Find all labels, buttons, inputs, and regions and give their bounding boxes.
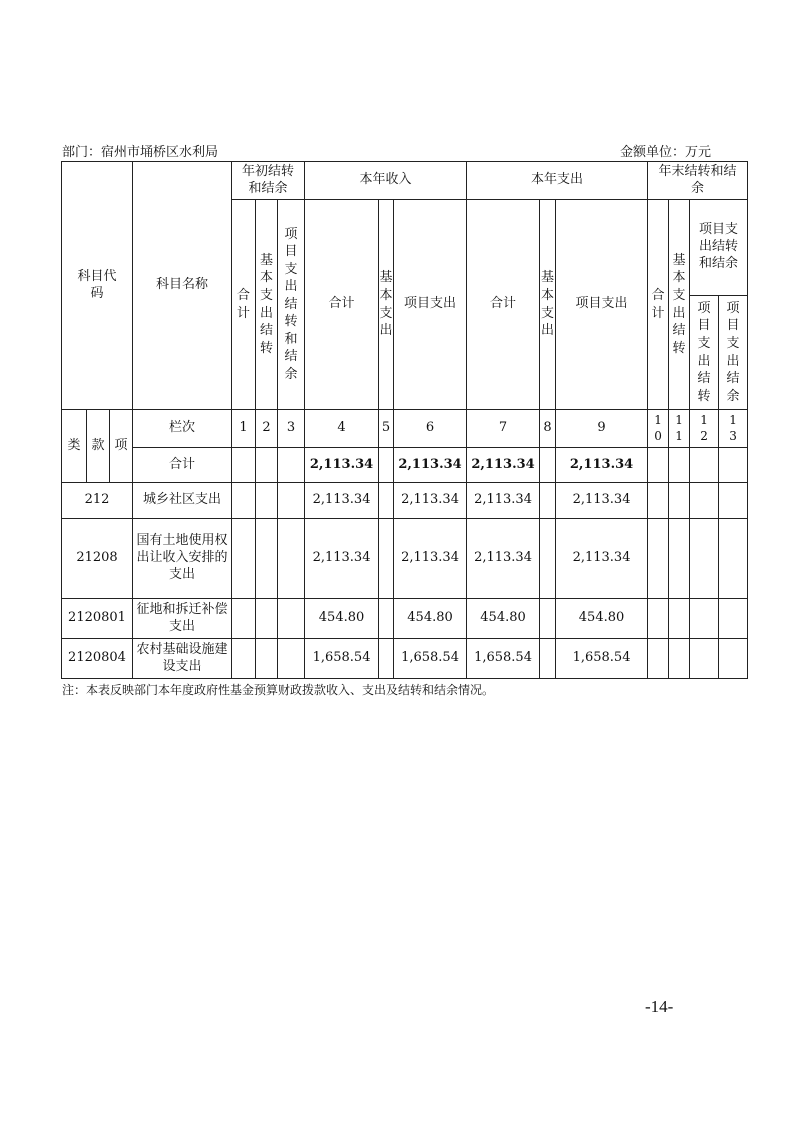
row-income-total: 2,113.34 — [305, 483, 379, 519]
col-no-11: 11 — [669, 410, 690, 448]
col-no-2: 2 — [256, 410, 278, 448]
row-name: 城乡社区支出 — [133, 483, 232, 519]
empty-cell — [379, 599, 394, 639]
empty-cell — [648, 519, 669, 599]
header-begin-total: 合计 — [232, 200, 256, 410]
empty-cell — [256, 519, 278, 599]
row-expense-project: 2,113.34 — [556, 483, 648, 519]
empty-cell — [232, 483, 256, 519]
header-expense-basic: 基本支出 — [540, 200, 556, 410]
empty-cell — [719, 599, 748, 639]
row-name: 征地和拆迁补偿支出 — [133, 599, 232, 639]
total-end-total — [648, 448, 669, 483]
total-expense-project: 2,113.34 — [556, 448, 648, 483]
header-subject-code: 科目代码 — [62, 162, 133, 410]
col-no-13: 13 — [719, 410, 748, 448]
col-no-1: 1 — [232, 410, 256, 448]
empty-cell — [540, 639, 556, 679]
row-expense-total: 454.80 — [467, 599, 540, 639]
table-row — [62, 519, 748, 599]
total-expense-basic — [540, 448, 556, 483]
table-row — [62, 599, 748, 639]
header-item: 款 — [87, 410, 110, 483]
header-end-basic-carryover: 基本支出结转 — [669, 200, 690, 410]
row-expense-project: 1,658.54 — [556, 639, 648, 679]
government-fund-table — [61, 161, 748, 679]
total-begin-total — [232, 448, 256, 483]
empty-cell — [278, 639, 305, 679]
row-income-total: 454.80 — [305, 599, 379, 639]
header-expense-project: 项目支出 — [556, 200, 648, 410]
empty-cell — [379, 639, 394, 679]
empty-cell — [719, 483, 748, 519]
row-income-project: 2,113.34 — [394, 483, 467, 519]
column-number-label: 栏次 — [133, 410, 232, 448]
row-expense-total: 1,658.54 — [467, 639, 540, 679]
total-row-label: 合计 — [133, 448, 232, 483]
col-no-9: 9 — [556, 410, 648, 448]
header-subject-name: 科目名称 — [133, 162, 232, 410]
total-begin-basic — [256, 448, 278, 483]
empty-cell — [690, 639, 719, 679]
table-row — [62, 483, 748, 519]
header-income: 本年收入 — [305, 162, 467, 200]
col-no-4: 4 — [305, 410, 379, 448]
total-income-total: 2,113.34 — [305, 448, 379, 483]
page-number: -14- — [645, 997, 674, 1016]
row-income-total: 2,113.34 — [305, 519, 379, 599]
row-name: 国有土地使用权出让收入安排的支出 — [133, 519, 232, 599]
empty-cell — [648, 599, 669, 639]
empty-cell — [379, 483, 394, 519]
header-income-total: 合计 — [305, 200, 379, 410]
row-expense-project: 454.80 — [556, 599, 648, 639]
header-expense-total: 合计 — [467, 200, 540, 410]
empty-cell — [232, 639, 256, 679]
total-begin-project — [278, 448, 305, 483]
row-income-project: 1,658.54 — [394, 639, 467, 679]
row-code: 21208 — [62, 519, 133, 599]
empty-cell — [669, 599, 690, 639]
col-no-8: 8 — [540, 410, 556, 448]
header-begin-balance: 年初结转和结余 — [232, 162, 305, 200]
empty-cell — [540, 483, 556, 519]
header-end-balance: 年末结转和结余 — [648, 162, 748, 200]
row-income-project: 2,113.34 — [394, 519, 467, 599]
header-class: 类 — [62, 410, 87, 483]
empty-cell — [232, 519, 256, 599]
header-entry: 项 — [110, 410, 133, 483]
empty-cell — [379, 519, 394, 599]
empty-cell — [648, 483, 669, 519]
empty-cell — [278, 483, 305, 519]
empty-cell — [256, 639, 278, 679]
col-no-6: 6 — [394, 410, 467, 448]
empty-cell — [278, 599, 305, 639]
row-expense-total: 2,113.34 — [467, 519, 540, 599]
header-end-project-balance: 项目支出结余 — [719, 296, 748, 410]
empty-cell — [232, 599, 256, 639]
total-end-project-balance — [719, 448, 748, 483]
row-expense-total: 2,113.34 — [467, 483, 540, 519]
department-label: 部门：宿州市埇桥区水利局 — [62, 145, 219, 160]
empty-cell — [690, 599, 719, 639]
table-row — [62, 639, 748, 679]
row-code: 212 — [62, 483, 133, 519]
row-income-total: 1,658.54 — [305, 639, 379, 679]
total-end-basic — [669, 448, 690, 483]
header-begin-basic-carryover: 基本支出结转 — [256, 200, 278, 410]
header-end-project-carryover: 项目支出结转 — [690, 296, 719, 410]
row-income-project: 454.80 — [394, 599, 467, 639]
amount-unit-label: 金额单位：万元 — [619, 145, 711, 160]
empty-cell — [648, 639, 669, 679]
header-end-project-carryover-balance: 项目支出结转和结余 — [690, 200, 748, 296]
empty-cell — [669, 639, 690, 679]
empty-cell — [256, 483, 278, 519]
header-expense: 本年支出 — [467, 162, 648, 200]
col-no-5: 5 — [379, 410, 394, 448]
row-name: 农村基础设施建设支出 — [133, 639, 232, 679]
empty-cell — [669, 519, 690, 599]
empty-cell — [690, 519, 719, 599]
total-expense-total: 2,113.34 — [467, 448, 540, 483]
header-end-total: 合计 — [648, 200, 669, 410]
row-expense-project: 2,113.34 — [556, 519, 648, 599]
empty-cell — [540, 599, 556, 639]
empty-cell — [719, 639, 748, 679]
header-income-project: 项目支出 — [394, 200, 467, 410]
col-no-7: 7 — [467, 410, 540, 448]
total-income-basic — [379, 448, 394, 483]
empty-cell — [540, 519, 556, 599]
row-code: 2120804 — [62, 639, 133, 679]
col-no-12: 12 — [690, 410, 719, 448]
table-note: 注：本表反映部门本年度政府性基金预算财政拨款收入、支出及结转和结余情况。 — [62, 683, 495, 697]
empty-cell — [256, 599, 278, 639]
total-income-project: 2,113.34 — [394, 448, 467, 483]
header-begin-project-carryover-balance: 项目支出结转和结余 — [278, 200, 305, 410]
empty-cell — [669, 483, 690, 519]
header-income-basic: 基本支出 — [379, 200, 394, 410]
empty-cell — [719, 519, 748, 599]
col-no-3: 3 — [278, 410, 305, 448]
empty-cell — [690, 483, 719, 519]
empty-cell — [278, 519, 305, 599]
total-end-project-carryover — [690, 448, 719, 483]
col-no-10: 10 — [648, 410, 669, 448]
row-code: 2120801 — [62, 599, 133, 639]
